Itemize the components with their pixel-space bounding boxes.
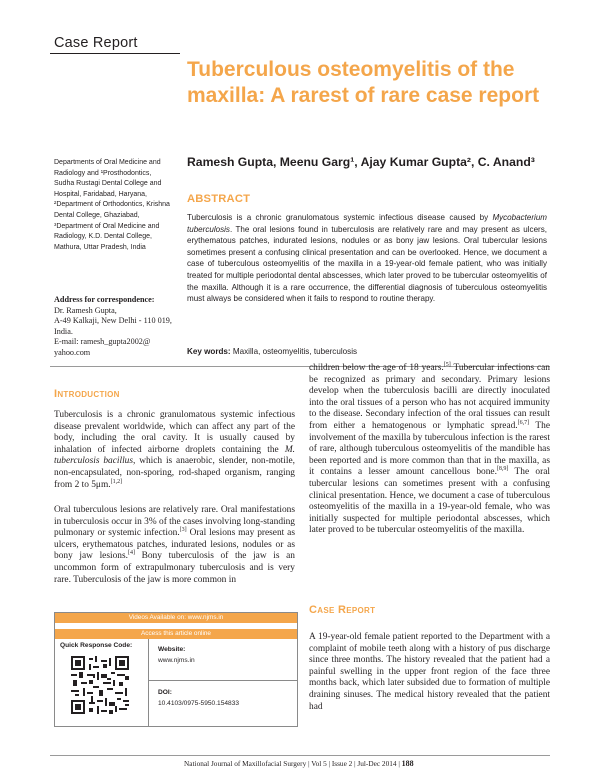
page-footer [184, 759, 414, 768]
doi-value[interactable]: 10.4103/0975-5950.154833 [158, 700, 240, 707]
citation[interactable]: [1,2] [110, 478, 123, 485]
affiliation-line: Radiology and ¹Prosthodontics, [54, 169, 152, 177]
website-link[interactable]: www.njms.in [158, 657, 195, 664]
footer-journal: National Journal of Maxillofacial Surgery | Vol 5 | Issue 2 | Jul-Dec 2014 | [184, 759, 402, 768]
keywords-label: Key words: [187, 347, 231, 356]
article-title: Tuberculous osteomyelitis of the maxilla: A rarest of rare case report [187, 58, 540, 107]
article-info-box [54, 612, 298, 727]
correspondence-line: A-49 Kalkaji, New Delhi - 110 019, [54, 316, 172, 326]
correspondence-email[interactable]: E-mail: ramesh_gupta2002@ [54, 337, 151, 347]
keywords-value: Maxilla, osteomyelitis, tuberculosis [230, 347, 358, 356]
videos-banner[interactable]: Videos Available on: www.njms.in [55, 613, 297, 623]
keywords [187, 347, 547, 356]
case-report-heading: Case Report [309, 604, 376, 616]
organism-name: M. tuberculosis bacillus [54, 444, 295, 467]
correspondence-block [54, 295, 179, 359]
correspondence-line: India. [54, 326, 73, 336]
page-number: 188 [401, 759, 414, 768]
citation[interactable]: [5] [443, 361, 451, 368]
citation[interactable]: [4] [127, 550, 135, 557]
affiliation-line: ³Department of Oral Medicine and [54, 222, 160, 230]
qr-label: Quick Response Code: [60, 642, 133, 649]
organism-name: Mycobacterium tuberculosis [187, 213, 547, 234]
doi-label: DOI: [158, 689, 172, 696]
affiliation-line: Mathura, Uttar Pradesh, India [54, 243, 146, 251]
correspondence-line: Dr. Ramesh Gupta, [54, 305, 117, 315]
affiliation-line: Departments of Oral Medicine and [54, 159, 161, 166]
citation[interactable]: [3] [179, 527, 187, 534]
introduction-paragraph-1: Tuberculosis is a chronic granulomatous systemic infectious disease prevalent worldwide, which can affect any part of the body, including the oral cavity. It is usually caused by inhalation of infected airborne droplets containing the M. tuberculosis bacillus, which is anaerobic, slender, non-motile, non-encapsulated, non-sporing, rod-shaped organism, ranging from 2 to 5μm.[1,2] [54, 410, 296, 490]
info-box-divider [148, 680, 297, 681]
case-report-paragraph: A 19-year-old female patient reported to the Department with a complaint of mobile teeth along with a history of pus discharge since three months. The history revealed that the patient had a painful swelling in the upper front region of the face three months back, which later subsided due to formation of multiple draining sinuses. The medical history revealed that the patient had [309, 632, 550, 712]
section-rule [50, 53, 180, 54]
correspondence-heading: Address for correspondence: [54, 295, 155, 304]
affiliations [54, 158, 174, 253]
abstract-heading: ABSTRACT [187, 193, 251, 205]
citation[interactable]: [8,9] [496, 466, 509, 473]
affiliation-line: Hospital, Faridabad, Haryana, [54, 190, 147, 198]
website-label: Website: [158, 646, 186, 653]
citation[interactable]: [6,7] [517, 419, 530, 426]
affiliation-line: Sudha Rustagi Dental College and [54, 180, 162, 188]
affiliation-line: Radiology, K.D. Dental College, [54, 233, 152, 241]
access-online-banner: Access this article online [55, 629, 297, 639]
introduction-heading: Introduction [54, 388, 120, 400]
affiliation-line: Dental College, Ghaziabad, [54, 211, 140, 219]
correspondence-email-cont[interactable]: yahoo.com [54, 347, 91, 357]
affiliation-line: ²Department of Orthodontics, Krishna [54, 201, 170, 209]
abstract-text: Tuberculosis is a chronic granulomatous systemic infectious disease caused by Mycobacterium tuberculosis. The oral lesions found in tuberculosis are relatively rare and may present as ulcers, erythematous patches, indurated lesions, nodules or as bony jaw lesions. Oral tubercular lesions sometimes present a confusing clinical presentation and can be overlooked. Hence, we document a case of tuberculous osteomyelitis of the maxilla in a 19-year-old female patient, who was initially treated for multiple periodontal dental abscesses, which later proved to be tubercular osteomyelitis of the maxilla. Although it is a rare occurrence, the differential diagnosis of tuberculous osteomyelitis must always be considered when it fails to respond to routine therapy. [187, 213, 547, 304]
footer-divider [50, 755, 550, 756]
author-list: Ramesh Gupta, Meenu Garg¹, Ajay Kumar Gupta², C. Anand³ [187, 155, 535, 169]
section-label: Case Report [54, 35, 138, 51]
introduction-paragraph-3: children below the age of 18 years.[5] Tubercular infections can be recognized as primary and secondary. Primary lesions develop when the tuberculosis bacilli are directly inoculated into the oral tissues of a person who has not acquired immunity to the disease. Secondary infection of the oral tissues can result from either a hematogenous or lymphatic spread.[6,7] The involvement of the maxilla by tuberculous infection is the rarest of rare, although tuberculous osteomyelitis of the mandible has been reported and is more common than that in the maxilla, as it contains a lesser amount cancellous bone.[8,9] The oral tubercular lesions can sometimes present with a confusing clinical presentation. Hence, we document a case of tuberculous osteomyelitis of the maxilla in a 19-year-old female, who was initially suspected for multiple periodontal abscesses, which later proved to be tubercular osteomyelitis of the maxilla. [309, 361, 551, 536]
qr-code-icon[interactable] [71, 656, 129, 714]
introduction-paragraph-2: Oral tuberculous lesions are relatively rare. Oral manifestations in tuberculosis occur in 3% of the cases involving long-standing pulmonary or systemic infection.[3] Oral lesions may present as ulcers, erythematous patches, indurated lesions, nodules or as bony jaw lesions.[4] Bony tuberculosis of the jaw is an uncommon form of extrapulmonary tuberculosis and is very rare. Tuberculosis of the jaw is more common in [54, 505, 295, 585]
